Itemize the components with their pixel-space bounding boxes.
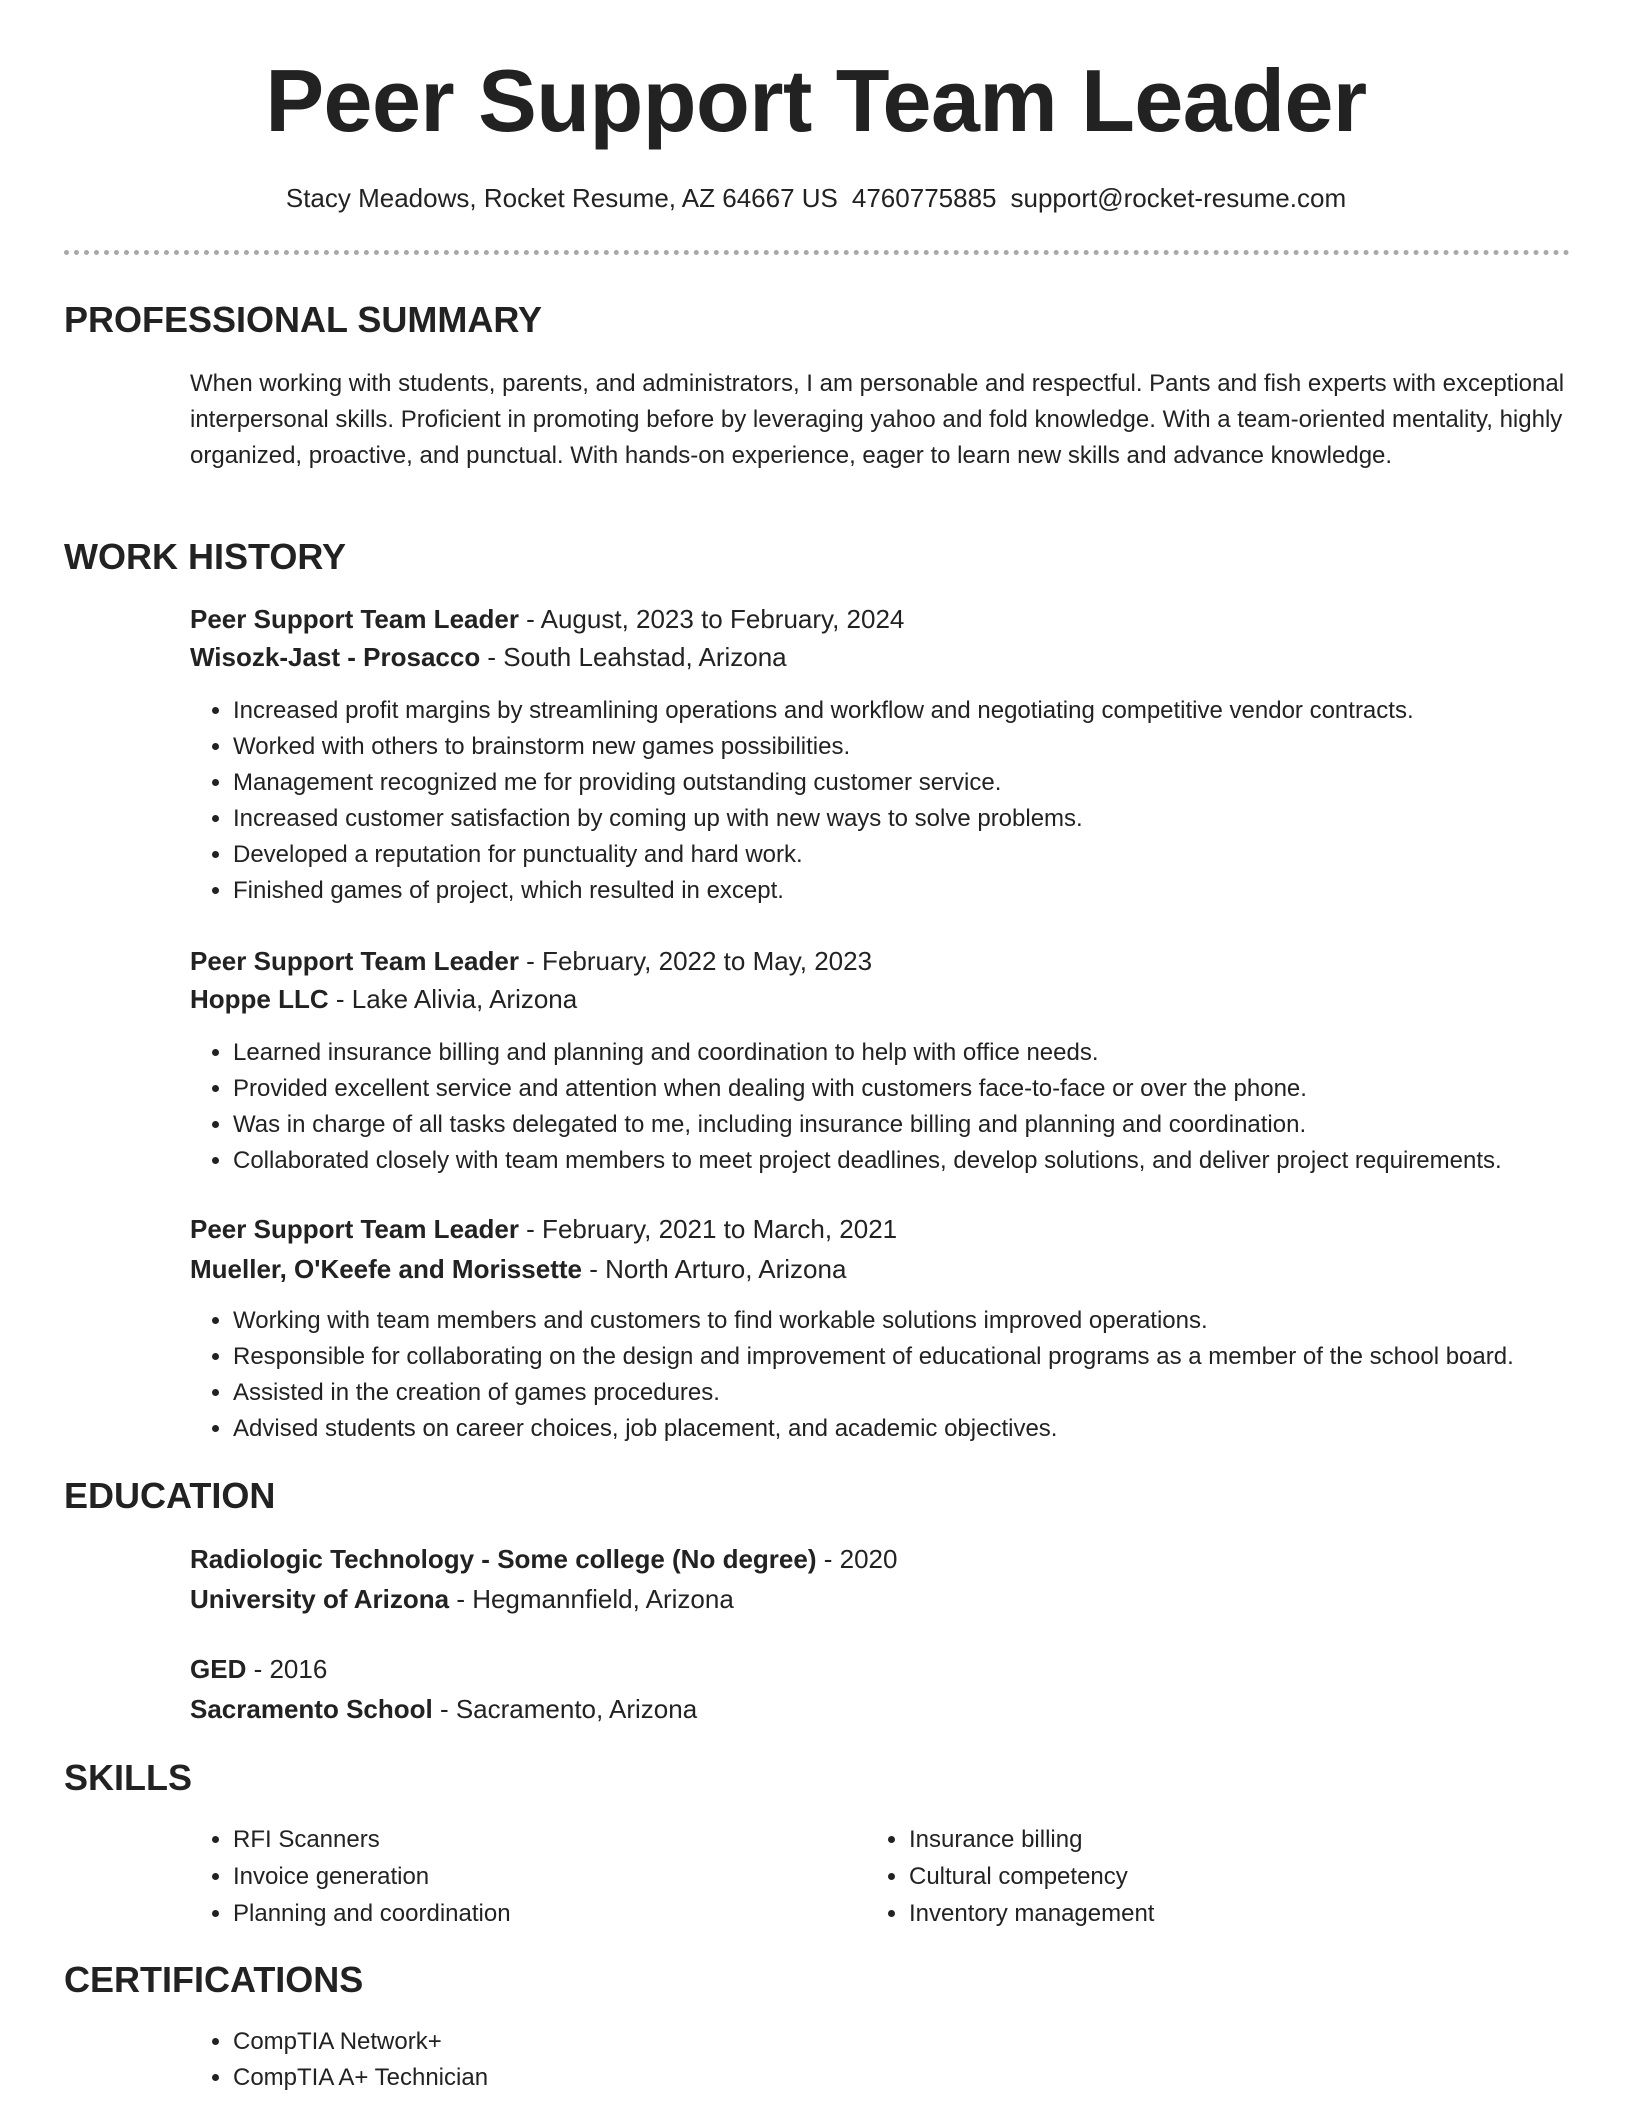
section-title-certifications: CERTIFICATIONS bbox=[64, 1959, 364, 2000]
job-company: Mueller, O'Keefe and Morissette bbox=[190, 1254, 582, 1284]
job-company-line bbox=[190, 641, 787, 675]
header-divider bbox=[64, 250, 1570, 255]
job-title: Peer Support Team Leader bbox=[190, 1214, 519, 1244]
section-title-education: EDUCATION bbox=[64, 1475, 276, 1516]
contact-line bbox=[0, 180, 1632, 216]
job-title-line bbox=[190, 603, 904, 637]
contact-email: support@rocket-resume.com bbox=[1010, 183, 1347, 213]
list-item: • Increased profit margins by streamlining operations and workflow and negotiating competitive vendor contracts. bbox=[233, 693, 1414, 729]
skill-item: • Planning and coordination bbox=[233, 1895, 511, 1932]
certification-item: • CompTIA Network+ bbox=[233, 2024, 488, 2060]
education-degree: GED bbox=[190, 1654, 247, 1684]
list-item: • Learned insurance billing and planning and coordination to help with office needs. bbox=[233, 1035, 1502, 1071]
job-dates: - August, 2023 to February, 2024 bbox=[518, 604, 905, 634]
education-year: - 2020 bbox=[816, 1544, 898, 1574]
education-school-line bbox=[190, 1583, 734, 1617]
list-item: • Increased customer satisfaction by coming up with new ways to solve problems. bbox=[233, 801, 1414, 837]
education-school-line bbox=[190, 1693, 697, 1727]
job-company: Hoppe LLC bbox=[190, 984, 329, 1014]
skill-item: • Inventory management bbox=[909, 1895, 1154, 1932]
list-item: • Worked with others to brainstorm new games possibilities. bbox=[233, 729, 1414, 765]
list-item: • Working with team members and customers to find workable solutions improved operations. bbox=[233, 1303, 1514, 1339]
job-title: Peer Support Team Leader bbox=[190, 946, 519, 976]
job-title: Peer Support Team Leader bbox=[190, 604, 519, 634]
job-company-line bbox=[190, 983, 577, 1017]
job-bullets bbox=[233, 1303, 1514, 1447]
skill-item: • Invoice generation bbox=[233, 1858, 511, 1895]
education-location: - Hegmannfield, Arizona bbox=[449, 1584, 734, 1614]
skills-list-left bbox=[233, 1821, 511, 1932]
summary-text: When working with students, parents, and administrators, I am personable and respectful. Pants and fish experts with exceptional interpersonal skills. Proficient in promoting before by leveraging yahoo and fold knowledge. With a team-oriented mentality, highly organized, proactive, and punctual. With hands-on experience, eager to learn new skills and advance knowledge. bbox=[190, 370, 1565, 469]
skills-list-right bbox=[909, 1821, 1154, 1932]
education-degree-line bbox=[190, 1653, 327, 1687]
list-item: • Collaborated closely with team members to meet project deadlines, develop solutions, and deliver project requirements. bbox=[233, 1143, 1502, 1179]
education-school: University of Arizona bbox=[190, 1584, 450, 1614]
list-item: • Was in charge of all tasks delegated to me, including insurance billing and planning and coordination. bbox=[233, 1107, 1502, 1143]
job-company-line bbox=[190, 1253, 846, 1287]
list-item: • Provided excellent service and attention when dealing with customers face-to-face or over the phone. bbox=[233, 1071, 1502, 1107]
job-location: - North Arturo, Arizona bbox=[581, 1254, 847, 1284]
list-item: • Finished games of project, which resulted in except. bbox=[233, 873, 1414, 909]
skill-item: • RFI Scanners bbox=[233, 1821, 511, 1858]
list-item: • Responsible for collaborating on the design and improvement of educational programs as a member of the school board. bbox=[233, 1339, 1514, 1375]
certification-item: • CompTIA A+ Technician bbox=[233, 2060, 488, 2096]
section-title-skills: SKILLS bbox=[64, 1757, 193, 1798]
list-item: • Developed a reputation for punctuality and hard work. bbox=[233, 837, 1414, 873]
resume-title: Peer Support Team Leader bbox=[265, 51, 1367, 150]
job-location: - South Leahstad, Arizona bbox=[480, 642, 787, 672]
section-title-summary: PROFESSIONAL SUMMARY bbox=[64, 299, 543, 340]
contact-phone: 4760775885 bbox=[851, 183, 997, 213]
education-year: - 2016 bbox=[246, 1654, 328, 1684]
job-company: Wisozk-Jast - Prosacco bbox=[190, 642, 481, 672]
skill-item: • Cultural competency bbox=[909, 1858, 1154, 1895]
education-school: Sacramento School bbox=[190, 1694, 433, 1724]
job-bullets bbox=[233, 1035, 1502, 1179]
job-location: - Lake Alivia, Arizona bbox=[328, 984, 578, 1014]
certifications-list bbox=[233, 2024, 488, 2096]
skill-item: • Insurance billing bbox=[909, 1821, 1154, 1858]
education-degree: Radiologic Technology - Some college (No degree) bbox=[190, 1544, 817, 1574]
job-title-line bbox=[190, 1213, 897, 1247]
education-degree-line bbox=[190, 1543, 897, 1577]
list-item: • Advised students on career choices, job placement, and academic objectives. bbox=[233, 1411, 1514, 1447]
job-dates: - February, 2022 to May, 2023 bbox=[518, 946, 873, 976]
job-title-line bbox=[190, 945, 872, 979]
education-location: - Sacramento, Arizona bbox=[432, 1694, 698, 1724]
job-bullets bbox=[233, 693, 1414, 909]
list-item: • Management recognized me for providing outstanding customer service. bbox=[233, 765, 1414, 801]
contact-address: Stacy Meadows, Rocket Resume, AZ 64667 US bbox=[285, 183, 838, 213]
job-dates: - February, 2021 to March, 2021 bbox=[518, 1214, 898, 1244]
section-title-work-history: WORK HISTORY bbox=[64, 536, 347, 577]
list-item: • Assisted in the creation of games procedures. bbox=[233, 1375, 1514, 1411]
